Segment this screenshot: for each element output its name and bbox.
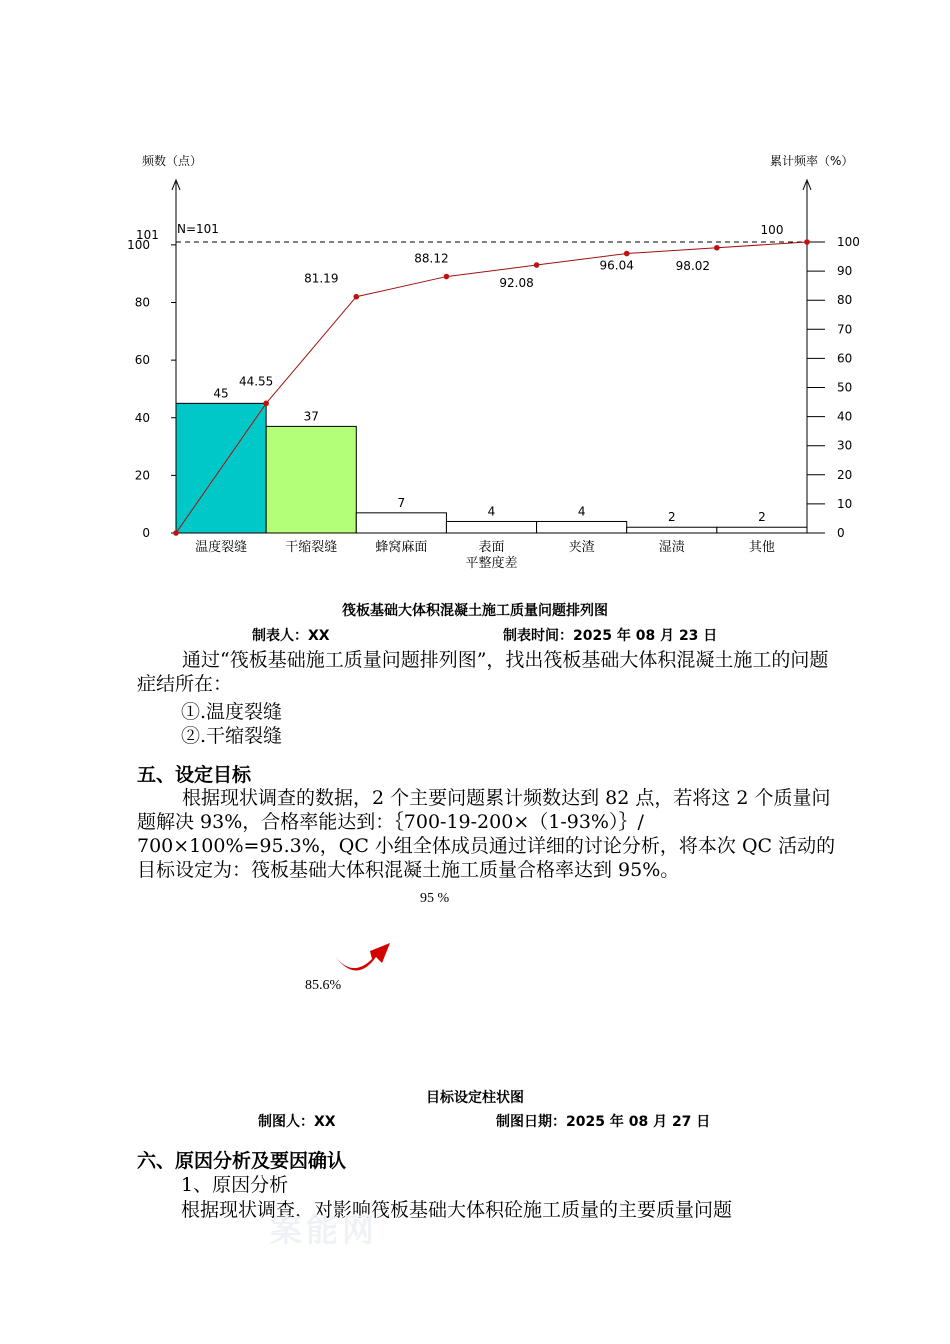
left-tick-label: 60 <box>134 353 150 368</box>
bar-value-label: 4 <box>487 504 496 519</box>
category-label: 平整度差 <box>465 556 518 571</box>
up-arrow-icon <box>330 935 395 980</box>
chart-time: 制表时间：2025 年 08 月 23 日 <box>503 628 718 644</box>
left-tick-101: 101 <box>136 228 159 242</box>
list-item-temperature-crack: ①.温度裂缝 <box>181 701 283 723</box>
target-chart-maker: 制图人：XX <box>258 1114 336 1130</box>
cumulative-label: 44.55 <box>238 374 274 389</box>
right-tick-label: 30 <box>837 438 853 453</box>
bar <box>627 527 717 533</box>
watermark: 案能网 <box>270 1211 379 1249</box>
left-tick-label: 20 <box>134 468 150 483</box>
target-chart-caption: 目标设定柱状图 <box>426 1090 524 1106</box>
chart-caption: 筏板基础大体积混凝土施工质量问题排列图 <box>342 603 608 619</box>
right-tick-label: 10 <box>837 496 853 511</box>
cumulative-point <box>353 294 359 300</box>
left-tick-label: 40 <box>134 410 150 425</box>
category-label: 蜂窝麻面 <box>375 540 428 555</box>
cumulative-label: 98.02 <box>675 258 711 273</box>
category-label: 湿渍 <box>658 540 685 555</box>
category-label: 干缩裂缝 <box>285 540 338 555</box>
right-tick-label: 80 <box>837 293 853 308</box>
paragraph-cause-analysis: 根据现状调查，对影响筏板基础大体积砼施工质量的主要质量问题 <box>181 1199 733 1221</box>
cumulative-point <box>263 401 269 407</box>
bar-value-label: 7 <box>397 495 406 510</box>
cumulative-point <box>714 245 720 251</box>
cumulative-point <box>624 251 630 257</box>
right-tick-label: 20 <box>837 467 853 482</box>
bar <box>537 521 627 533</box>
cumulative-label: 81.19 <box>304 271 339 286</box>
right-tick-label: 40 <box>837 409 853 424</box>
bar-value-label: 2 <box>758 510 766 525</box>
paragraph-target-setting: 根据现状调查的数据，2 个主要问题累计频数达到 82 点，若将这 2 个质量问题解决 93%，合格率能达到：｛700-19-200×（1-93%）｝/ 700×100%=95.3%，QC 小组全体成员通过详细的讨论分析，将本次 QC 活动的目标设定为：筏板基础大体积混凝土施工质量合格率达到 95%。 <box>137 787 836 881</box>
bar <box>717 527 807 533</box>
target-value-label: 95 % <box>420 891 450 906</box>
bar-value-label: 45 <box>213 386 229 401</box>
left-axis-title: 频数（点） <box>142 154 203 168</box>
subsection-heading-cause-analysis: 1、原因分析 <box>181 1174 289 1196</box>
cumulative-point <box>173 530 179 536</box>
right-axis-title: 累计频率（%） <box>770 154 854 168</box>
right-tick-label: 60 <box>837 351 853 366</box>
left-tick-label: 100 <box>127 237 150 252</box>
category-label: 表面 <box>478 540 505 555</box>
n-label: N=101 <box>177 222 219 236</box>
cumulative-point <box>804 239 810 245</box>
chart-maker: 制表人：XX <box>252 628 330 644</box>
cumulative-label: 92.08 <box>499 276 534 291</box>
section-heading-cause-analysis: 六、原因分析及要因确认 <box>137 1150 347 1172</box>
target-chart-date: 制图日期：2025 年 08 月 27 日 <box>496 1114 711 1130</box>
right-tick-label: 70 <box>837 322 853 337</box>
right-tick-label: 0 <box>837 526 845 540</box>
cumulative-point <box>444 274 450 280</box>
right-tick-label: 50 <box>837 380 853 395</box>
category-label: 温度裂缝 <box>195 540 248 555</box>
bar-value-label: 2 <box>667 510 676 525</box>
cumulative-label: 100 <box>760 223 784 237</box>
left-tick-label: 0 <box>142 526 150 540</box>
category-label: 其他 <box>748 540 775 555</box>
right-tick-label: 100 <box>837 235 860 249</box>
cumulative-label: 96.04 <box>599 258 634 273</box>
right-tick-label: 90 <box>837 264 853 279</box>
section-heading-targets: 五、设定目标 <box>137 764 252 786</box>
bar <box>266 426 356 533</box>
left-tick-label: 80 <box>134 295 150 310</box>
cumulative-point <box>534 262 540 268</box>
category-label: 夹渣 <box>568 540 595 555</box>
current-value-label: 85.6% <box>305 978 342 993</box>
paragraph-problem-summary: 通过“筏板基础施工质量问题排列图”，找出筏板基础大体积混凝土施工的问题症结所在： <box>137 649 829 695</box>
bar-value-label: 4 <box>577 504 586 519</box>
bar <box>446 521 536 533</box>
bar-value-label: 37 <box>303 409 319 424</box>
cumulative-label: 88.12 <box>414 251 449 266</box>
list-item-shrinkage-crack: ②.干缩裂缝 <box>181 725 283 747</box>
pareto-chart <box>120 140 860 590</box>
bar <box>356 513 446 533</box>
